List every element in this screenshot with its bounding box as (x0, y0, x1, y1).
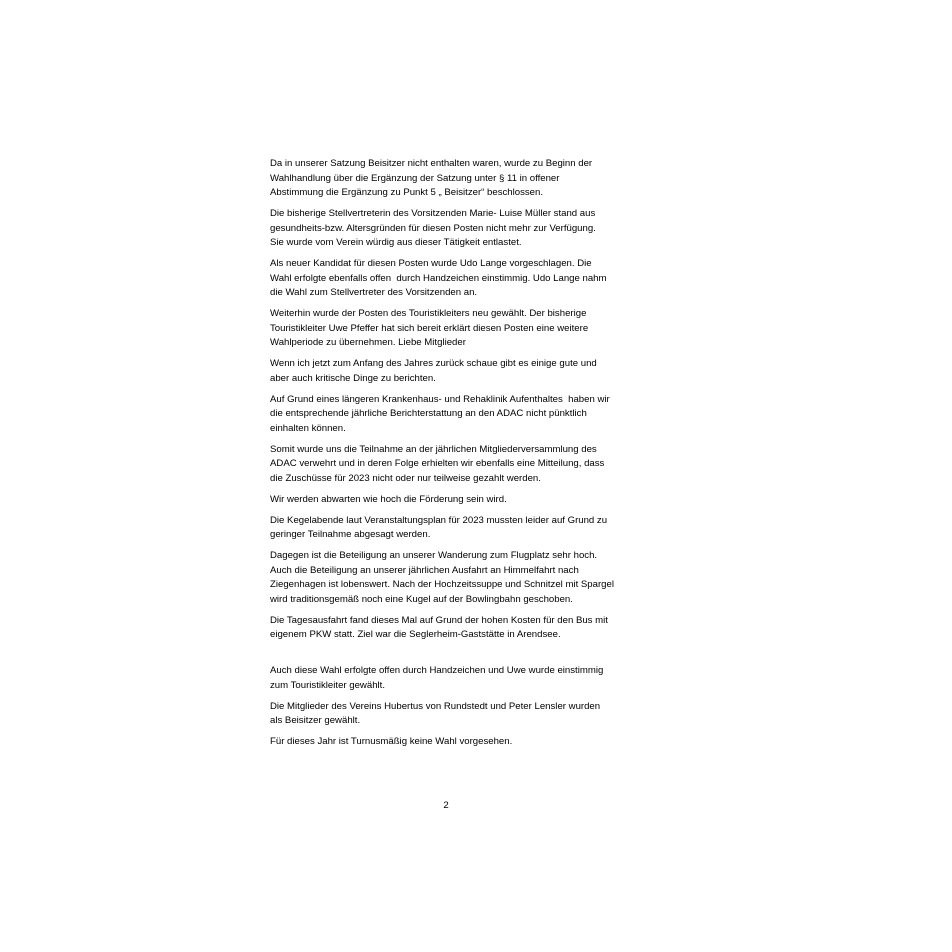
text-line: aber auch kritische Dinge zu berichten. (270, 372, 436, 384)
text-line: eigenem PKW statt. Ziel war die Seglerheim-Gaststätte in Arendsee. (270, 629, 561, 640)
paragraph-wahl-touristikleiter (270, 664, 630, 693)
paragraph-rueckblick (270, 357, 630, 386)
text-line: Als neuer Kandidat für diesen Posten wurde Udo Lange vorgeschlagen. Die (270, 258, 592, 269)
paragraph-keine-wahl (270, 735, 630, 750)
paragraph-foerderung (270, 493, 630, 508)
text-line: Somit wurde uns die Teilnahme an der jährlichen Mitgliederversammlung des (270, 443, 597, 455)
blank-line (270, 649, 630, 664)
text-line: Die Tagesausfahrt fand dieses Mal auf Grund der hohen Kosten für den Bus mit (270, 614, 608, 626)
text-line: Wenn ich jetzt zum Anfang des Jahres zurück schaue gibt es einige gute und (270, 358, 597, 369)
text-line: gesundheits-bzw. Altersgründen für diesen Posten nicht mehr zur Verfügung. (270, 222, 596, 234)
text-line: die Zuschüsse für 2023 nicht oder nur teilweise gezahlt werden. (270, 472, 541, 484)
text-line: Wir werden abwarten wie hoch die Förderung sein wird. (270, 493, 507, 505)
text-line: Weiterhin wurde der Posten des Touristikleiters neu gewählt. Der bisherige (270, 308, 587, 319)
text-line: Auch diese Wahl erfolgte offen durch Handzeichen und Uwe wurde einstimmig (270, 665, 604, 676)
text-line: die Wahl zum Stellvertreter des Vorsitzenden an. (270, 287, 478, 298)
text-line: Für dieses Jahr ist Turnusmäßig keine Wahl vorgesehen. (270, 736, 513, 747)
paragraph-adac (270, 443, 630, 487)
paragraph-beisitzer-gewaehlt (270, 700, 630, 729)
text-line: Abstimmung die Ergänzung zu Punkt 5 „ Beisitzer“ beschlossen. (270, 187, 544, 198)
text-line: geringer Teilnahme abgesagt werden. (270, 529, 431, 540)
text-line: Da in unserer Satzung Beisitzer nicht enthalten waren, wurde zu Beginn der (270, 158, 593, 169)
paragraph-krankenhaus (270, 393, 630, 437)
text-line: die entsprechende jährliche Berichterstattung an den ADAC nicht pünktlich (270, 408, 587, 419)
paragraph-kegelabende (270, 514, 630, 543)
page-number: 2 (443, 800, 449, 811)
paragraph-satzung-beisitzer (270, 157, 630, 201)
text-line: Die bisherige Stellvertreterin des Vorsitzenden Marie- Luise Müller stand aus (270, 208, 596, 219)
text-line: Die Mitglieder des Vereins Hubertus von Rundstedt und Peter Lensler wurden (270, 700, 601, 712)
text-line: Wahl erfolgte ebenfalls offen durch Handzeichen einstimmig. Udo Lange nahm (270, 272, 607, 284)
text-line: Sie wurde vom Verein würdig aus dieser Tätigkeit entlastet. (270, 237, 522, 248)
text-line: Wahlperiode zu übernehmen. Liebe Mitglieder (270, 337, 466, 348)
paragraph-wanderung (270, 549, 630, 607)
text-line: zum Touristikleiter gewählt. (270, 679, 385, 691)
paragraph-touristikleiter (270, 307, 630, 351)
text-line: ADAC verwehrt und in deren Folge erhielten wir ebenfalls eine Mitteilung, dass (270, 458, 605, 469)
text-line: als Beisitzer gewählt. (270, 715, 361, 726)
text-line: Die Kegelabende laut Veranstaltungsplan für 2023 mussten leider auf Grund zu (270, 514, 608, 526)
paragraph-stellvertreterin (270, 207, 630, 251)
paragraph-tagesausfahrt (270, 614, 630, 643)
text-line: einhalten können. (270, 422, 346, 434)
text-line: Auch die Beteiligung an unserer jährlichen Ausfahrt an Himmelfahrt nach (270, 564, 579, 576)
text-line: Wahlhandlung über die Ergänzung der Satzung unter § 11 in offener (270, 172, 560, 184)
text-line: Ziegenhagen ist lobenswert. Nach der Hochzeitssuppe und Schnitzel mit Spargel (270, 579, 614, 590)
text-line: wird traditionsgemäß noch eine Kugel auf der Bowlingbahn geschoben. (270, 593, 573, 605)
text-line: Touristikleiter Uwe Pfeffer hat sich bereit erklärt diesen Posten eine weitere (270, 322, 589, 334)
paragraph-neuer-kandidat (270, 257, 630, 301)
text-line: Dagegen ist die Beteiligung an unserer Wanderung zum Flugplatz sehr hoch. (270, 550, 598, 561)
body-text (270, 157, 630, 756)
text-line: Auf Grund eines längeren Krankenhaus- und Rehaklinik Aufenthaltes haben wir (270, 393, 610, 405)
